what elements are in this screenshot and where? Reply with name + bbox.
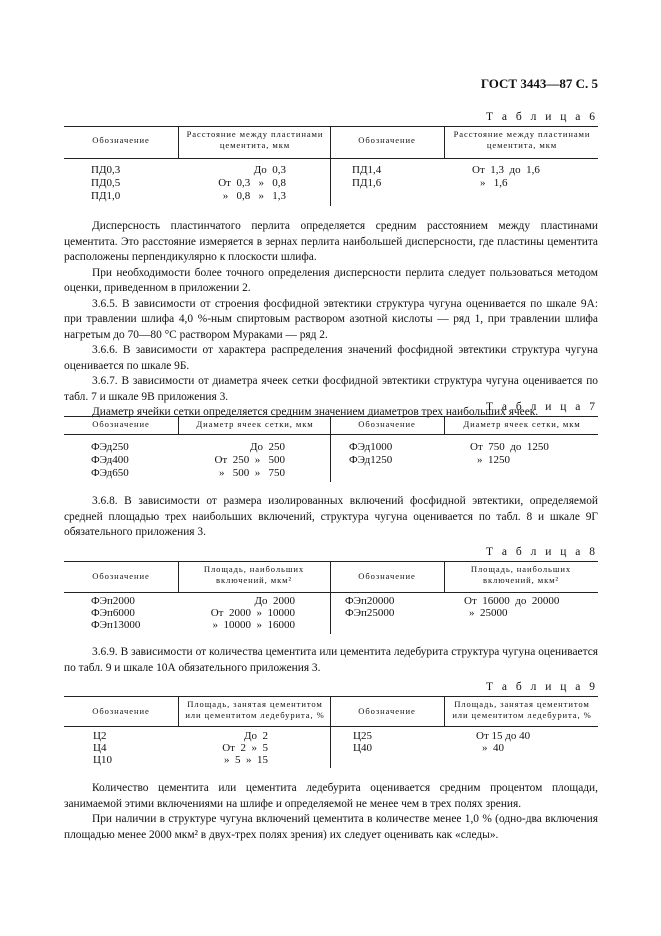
column-header: Расстояние между пластинами цементита, мкм (453, 129, 591, 150)
column-header: Площадь, наибольших включений, мкм² (203, 564, 305, 585)
table-cell: ФЭд250 (91, 441, 129, 453)
table-cell: ФЭд400 (91, 454, 129, 466)
column-header: Обозначение (358, 706, 416, 716)
column-header: Площадь, занятая цементитом или цементитом ледебурита, % (185, 699, 325, 720)
table-cell: До 2000 (254, 595, 295, 607)
table-cell: ПД0,5 (91, 177, 121, 189)
table-top-rule (64, 126, 598, 127)
table-cell: ФЭп20000 (345, 595, 395, 607)
table-cell: Ц2 (93, 730, 107, 742)
table-cell: ФЭп6000 (91, 607, 135, 619)
paragraph: 3.6.6. В зависимости от характера распределения значений фосфидной эвтектики структура чугуна оценивается по шкале 9Б. (64, 344, 598, 372)
column-divider (444, 416, 445, 434)
table-cell: До 0,3 (253, 164, 286, 176)
table-cell: От 15 до 40 (476, 730, 531, 742)
column-divider (444, 696, 445, 726)
column-header: Обозначение (92, 571, 150, 581)
paragraph: 3.6.9. В зависимости от количества цементита или цементита ледебурита структура чугуна оценивается по табл. 9 и шкале 10А обязательного приложения 3. (64, 646, 598, 674)
table-cell: » 500 » 750 (219, 467, 285, 479)
column-divider (444, 126, 445, 158)
text-block-1 (64, 219, 598, 421)
column-header: Площадь, наибольших включений, мкм² (470, 564, 572, 585)
column-header: Расстояние между пластинами цементита, мкм (186, 129, 324, 150)
table-cell: » 5 » 15 (224, 754, 268, 766)
column-header: Обозначение (358, 571, 416, 581)
table-header-rule (64, 592, 598, 593)
table-cell: От 750 до 1250 (470, 441, 549, 453)
paragraph: 3.6.7. В зависимости от диаметра ячеек сетки фосфидной эвтектики структура чугуна оценивается по табл. 7 и шкале 9В приложения 3. (64, 375, 598, 403)
table-7-label: Т а б л и ц а 7 (485, 401, 598, 413)
table-cell: ПД1,4 (352, 164, 382, 176)
table-cell: ФЭд1250 (349, 454, 393, 466)
table-6 (64, 126, 598, 206)
table-cell: » 0,8 » 1,3 (222, 190, 286, 202)
table-cell: ФЭд650 (91, 467, 129, 479)
column-divider (178, 126, 179, 158)
column-header: Обозначение (92, 135, 150, 145)
table-header-rule (64, 158, 598, 159)
table-6-label: Т а б л и ц а 6 (485, 111, 598, 123)
paragraph: При необходимости более точного определения дисперсности перлита следует пользоваться методом оценки, приведенном в приложении 2. (64, 266, 598, 294)
table-cell: От 0,3 » 0,8 (218, 177, 286, 189)
table-7 (64, 416, 598, 482)
column-header: Обозначение (92, 419, 150, 429)
column-header: Обозначение (358, 419, 416, 429)
table-cell: От 2000 » 10000 (210, 607, 295, 619)
table-cell: ПД0,3 (91, 164, 121, 176)
table-cell: » 10000 » 16000 (212, 619, 295, 631)
table-9 (64, 696, 598, 768)
column-header: Обозначение (358, 135, 416, 145)
table-cell: » 40 (482, 742, 504, 754)
text-block-2 (64, 494, 598, 541)
page-title: ГОСТ 3443—87 С. 5 (480, 76, 598, 91)
paragraph: 3.6.8. В зависимости от размера изолированных включений фосфидной эвтектики, определяемой средней площадью трех наибольших включений, структура чугуна оценивается по табл. 8 и шкале 9Г обязательного приложения 3. (64, 495, 598, 538)
column-header: Диаметр ячеек сетки, мкм (196, 419, 314, 429)
column-divider (444, 561, 445, 592)
table-cell: Ц10 (93, 754, 112, 766)
table-cell: » 1,6 (480, 177, 508, 189)
column-divider (178, 696, 179, 726)
table-9-label: Т а б л и ц а 9 (485, 681, 598, 693)
column-header: Диаметр ячеек сетки, мкм (463, 419, 581, 429)
column-header: Обозначение (92, 706, 150, 716)
column-divider (178, 561, 179, 592)
table-cell: » 25000 (469, 607, 508, 619)
table-8 (64, 561, 598, 634)
table-cell: До 2 (243, 730, 268, 742)
table-cell: ПД1,0 (91, 190, 121, 202)
table-cell: От 250 » 500 (214, 454, 285, 466)
table-8-label: Т а б л и ц а 8 (485, 546, 598, 558)
table-top-rule (64, 416, 598, 417)
table-top-rule (64, 561, 598, 562)
text-block-3 (64, 645, 598, 676)
table-cell: От 1,3 до 1,6 (472, 164, 540, 176)
column-header: Площадь, занятая цементитом или цементитом ледебурита, % (452, 699, 592, 720)
text-block-4 (64, 781, 598, 843)
table-header-rule (64, 726, 598, 727)
table-cell: До 250 (249, 441, 285, 453)
paragraph: При наличии в структуре чугуна включений цементита в количестве менее 1,0 % (одно-два включения площадью менее 2000 мкм² в двух-трех полях зрения) их следует оценивать как «следы». (64, 813, 598, 841)
table-header-rule (64, 434, 598, 435)
table-cell: ФЭп25000 (345, 607, 395, 619)
paragraph: Дисперсность пластинчатого перлита определяется средним расстоянием между пластинами цементита. Это расстояние измеряется в зернах перлита наибольшей дисперсности, где пластины цементита расположены перпендикулярно к плоскости шлифа. (64, 220, 598, 263)
table-cell: ФЭд1000 (349, 441, 393, 453)
table-cell: ПД1,6 (352, 177, 382, 189)
column-divider (178, 416, 179, 434)
table-cell: Ц40 (353, 742, 372, 754)
paragraph: Диаметр ячейки сетки определяется средним значением диаметров трех наибольших ячеек. (92, 406, 539, 418)
table-cell: От 2 » 5 (222, 742, 268, 754)
table-cell: Ц4 (93, 742, 107, 754)
table-cell: ФЭп2000 (91, 595, 135, 607)
table-cell: Ц25 (353, 730, 372, 742)
table-top-rule (64, 696, 598, 697)
paragraph: Количество цементита или цементита ледебурита оценивается средним процентом площади, занимаемой этими включениями на шлифе и определяемой не менее чем в трех полях зрения. (64, 782, 598, 810)
table-cell: » 1250 (477, 454, 510, 466)
table-cell: От 16000 до 20000 (464, 595, 560, 607)
table-cell: ФЭп13000 (91, 619, 141, 631)
paragraph: 3.6.5. В зависимости от строения фосфидной эвтектики структура чугуна оценивается по шкале 9А: при травлении шлифа 4,0 %-ным спиртовым раствором азотной кислоты — ряд 1, при травлении шлифа нагретым до 70—80 °С раствором Мураками — ряд 2. (64, 297, 598, 341)
